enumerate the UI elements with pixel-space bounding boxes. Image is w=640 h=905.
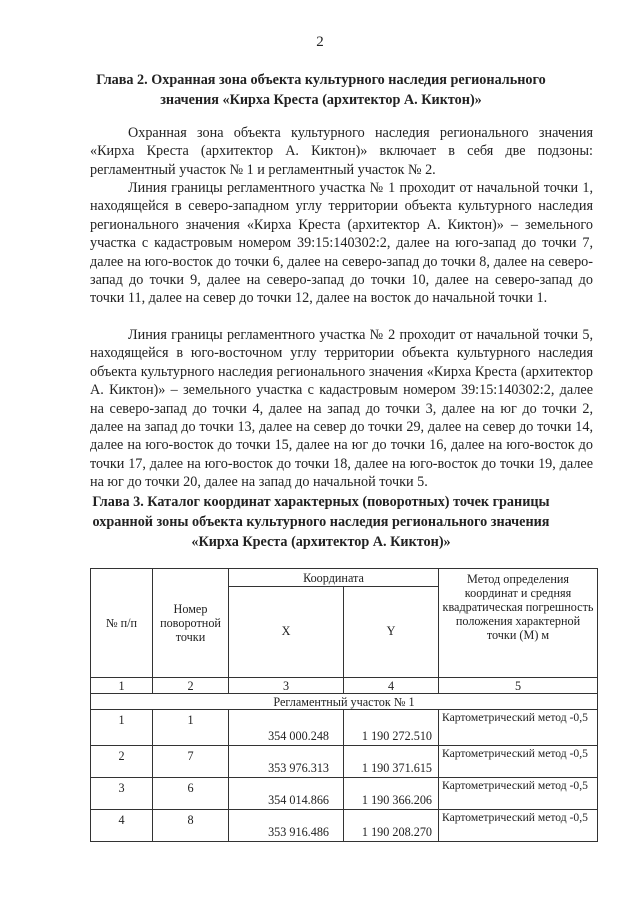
row-y: 1 190 208.270 bbox=[344, 810, 439, 842]
row-method: Картометрический метод -0,5 bbox=[439, 746, 598, 778]
chapter2-paragraph-3: Линия границы регламентного участка № 2 проходит от начальной точки 5, находящейся в юго-восточном углу территории объекта культурного наследия объекта культурного наследия регионального значения «Кирха Креста (архитектор А. Киктон)» – земельного участка с кадастровым номером 39:15:140302:2, далее на северо-запад до точки 4, далее на запад до точки 3, далее на юг до точки 2, далее на запад до точки 13, далее на север до точки 29, далее на север до точки 14, далее на юго-восток до точки 15, далее на юг до точки 16, далее на юго-восток до точки 17, далее на юго-восток до точки 18, далее на юго-восток до точки 19, далее на юг до точки 20, далее на запад до начальной точки 5. bbox=[90, 327, 593, 491]
header-point: Номер поворотной точки bbox=[153, 569, 229, 678]
row-method: Картометрический метод -0,5 bbox=[439, 810, 598, 842]
row-number: 3 bbox=[91, 778, 153, 810]
column-number-row bbox=[91, 678, 598, 694]
chapter2-paragraph-1: Охранная зона объекта культурного наследия регионального значения «Кирха Креста (архитектор А. Киктон)» включает в себя две подзоны: регламентный участок № 1 и регламентный участок № 2. bbox=[90, 125, 593, 178]
col-number: 4 bbox=[344, 678, 439, 694]
section-title: Регламентный участок № 1 bbox=[91, 694, 598, 710]
row-x: 354 014.866 bbox=[229, 778, 344, 810]
col-number: 3 bbox=[229, 678, 344, 694]
row-point: 1 bbox=[153, 710, 229, 746]
chapter2-paragraph-2: Линия границы регламентного участка № 1 проходит от начальной точки 1, находящейся в северо-западном углу территории объекта культурного наследия регионального значения «Кирха Креста (архитектор А. Киктон)» – земельного участка с кадастровым номером 39:15:140302:2, далее на юго-запад до точки 7, далее на юго-восток до точки 6, далее на северо-запад до точки 8, далее на северо-запад до точки 9, далее на северо-запад до точки 10, далее на северо-запад до точки 11, далее на север до точки 12, далее на восток до начальной точки 1. bbox=[90, 180, 593, 307]
row-x: 353 916.486 bbox=[229, 810, 344, 842]
row-method: Картометрический метод -0,5 bbox=[439, 778, 598, 810]
row-point: 6 bbox=[153, 778, 229, 810]
table-row bbox=[91, 778, 598, 810]
col-number: 2 bbox=[153, 678, 229, 694]
row-x: 353 976.313 bbox=[229, 746, 344, 778]
row-y: 1 190 371.615 bbox=[344, 746, 439, 778]
table-row bbox=[91, 710, 598, 746]
header-x: X bbox=[229, 587, 344, 678]
row-point: 7 bbox=[153, 746, 229, 778]
row-number: 2 bbox=[91, 746, 153, 778]
coordinates-table bbox=[90, 568, 598, 842]
row-number: 1 bbox=[91, 710, 153, 746]
table-row bbox=[91, 746, 598, 778]
table-header-row bbox=[91, 569, 598, 587]
row-method: Картометрический метод -0,5 bbox=[439, 710, 598, 746]
chapter3-title: Глава 3. Каталог координат характерных (поворотных) точек границы охранной зоны объекта культурного наследия регионального значения «Кирха Креста (архитектор А. Киктон)» bbox=[92, 494, 550, 550]
chapter2-title: Глава 2. Охранная зона объекта культурного наследия регионального значения «Кирха Креста (архитектор А. Киктон)» bbox=[96, 72, 546, 108]
col-number: 1 bbox=[91, 678, 153, 694]
header-coordinate: Координата bbox=[229, 569, 439, 587]
col-number: 5 bbox=[439, 678, 598, 694]
row-y: 1 190 366.206 bbox=[344, 778, 439, 810]
table-row bbox=[91, 810, 598, 842]
row-number: 4 bbox=[91, 810, 153, 842]
header-y: Y bbox=[344, 587, 439, 678]
section-row bbox=[91, 694, 598, 710]
row-x: 354 000.248 bbox=[229, 710, 344, 746]
header-num: № п/п bbox=[91, 569, 153, 678]
row-point: 8 bbox=[153, 810, 229, 842]
row-y: 1 190 272.510 bbox=[344, 710, 439, 746]
page-number: 2 bbox=[316, 34, 324, 50]
header-method: Метод определения координат и средняя квадратическая погрешность положения характерной точки (М) м bbox=[439, 569, 598, 678]
